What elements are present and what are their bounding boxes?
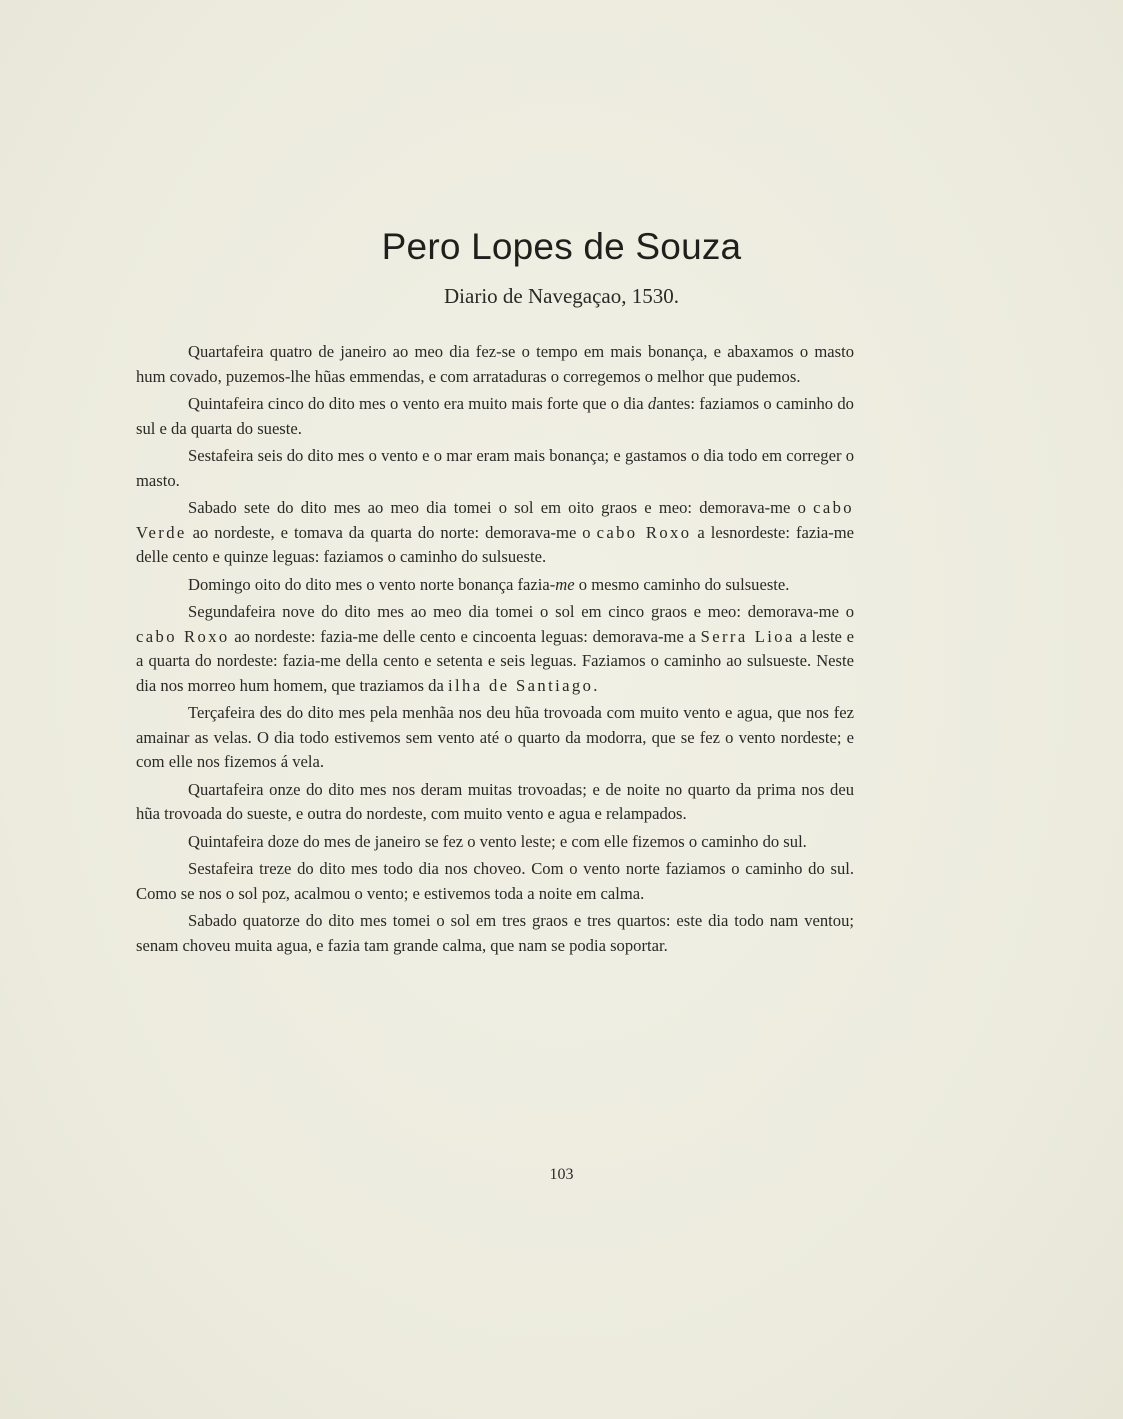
- place-name: Serra Lioa: [700, 626, 795, 646]
- text-run: Sestafeira seis do dito mes o vento e o mar eram mais bonança; e gastamos o dia todo em correger o masto.: [136, 445, 854, 490]
- text-run: Segundafeira nove do dito mes ao meo dia tomei o sol em cinco graos e meo: demorava-me o: [188, 601, 854, 621]
- place-name: cabo Verde: [136, 497, 854, 542]
- text-run: Terçafeira des do dito mes pela menhãa nos deu hũa trovoada com muito vento e agua, que nos fez amainar as velas. O dia todo estivemos sem vento até o quarto da modorra, que se fez o vento nordeste; e com elle nos fizemos á vela.: [136, 703, 854, 772]
- page-subtitle: Diario de Navegaçao, 1530.: [444, 284, 679, 308]
- text-run: a leste e a quarta do nordeste: fazia-me della cento e setenta e seis leguas. Faziamos o caminho ao sulsueste. Neste dia nos morreo hum homem, que traziamos da: [136, 626, 854, 695]
- paragraph: [136, 857, 854, 906]
- paragraph: [136, 778, 854, 827]
- paragraph: [136, 701, 854, 775]
- place-name: cabo Roxo: [136, 626, 230, 646]
- paragraph: [136, 444, 854, 493]
- place-name: ilha de Santiago: [447, 675, 594, 695]
- body-text: [136, 340, 854, 961]
- paragraph: [136, 600, 854, 698]
- text-run: Quartafeira onze do dito mes nos deram muitas trovoadas; e de noite no quarto da prima nos deu hũa trovoada do sueste, e outra do nordeste, com muito vento e agua e relampados.: [136, 779, 854, 824]
- text-run: o mesmo caminho do sulsueste.: [574, 574, 790, 594]
- text-run: ao nordeste, e tomava da quarta do norte: demorava-me o: [186, 522, 597, 542]
- paragraph: [136, 340, 854, 389]
- text-run: .: [593, 675, 598, 695]
- italic-text: me: [555, 574, 575, 594]
- paragraph: [136, 496, 854, 570]
- page-number: 103: [549, 1166, 574, 1183]
- paragraph: [136, 830, 854, 855]
- paragraph: [136, 392, 854, 441]
- place-name: cabo Roxo: [596, 522, 692, 542]
- paragraph: [136, 573, 854, 598]
- text-run: Sestafeira treze do dito mes todo dia nos choveo. Com o vento norte faziamos o caminho do sul. Como se nos o sol poz, acalmou o vento; e estivemos toda a noite em calma.: [136, 859, 854, 903]
- paragraph: [136, 909, 854, 958]
- text-run: ao nordeste: fazia-me delle cento e cincoenta leguas: demorava-me a: [229, 626, 701, 646]
- text-run: Sabado sete do dito mes ao meo dia tomei o sol em oito graos e meo: demorava-me o: [188, 497, 814, 517]
- italic-text: d: [647, 393, 657, 413]
- page-title: Pero Lopes de Souza: [381, 226, 742, 267]
- text-run: a lesnordeste: fazia-me delle cento e quinze leguas: faziamos o caminho do sulsueste.: [136, 522, 854, 567]
- text-run: antes: faziamos o caminho do sul e da quarta do sueste.: [136, 393, 854, 438]
- text-run: Quartafeira quatro de janeiro ao meo dia fez-se o tempo em mais bonança, e abaxamos o masto hum covado, puzemos-lhe hũas emmendas, e com arrataduras o corregemos o melhor que pudemos.: [136, 342, 854, 386]
- text-run: Sabado quatorze do dito mes tomei o sol em tres graos e tres quartos: este dia todo nam ventou; senam choveu muita agua, e fazia tam grande calma, que nam se podia soportar.: [136, 911, 854, 955]
- text-run: Domingo oito do dito mes o vento norte bonança fazia-: [188, 574, 556, 594]
- text-run: Quintafeira doze do mes de janeiro se fez o vento leste; e com elle fizemos o caminho do sul.: [188, 831, 807, 851]
- text-run: Quintafeira cinco do dito mes o vento era muito mais forte que o dia: [188, 393, 648, 413]
